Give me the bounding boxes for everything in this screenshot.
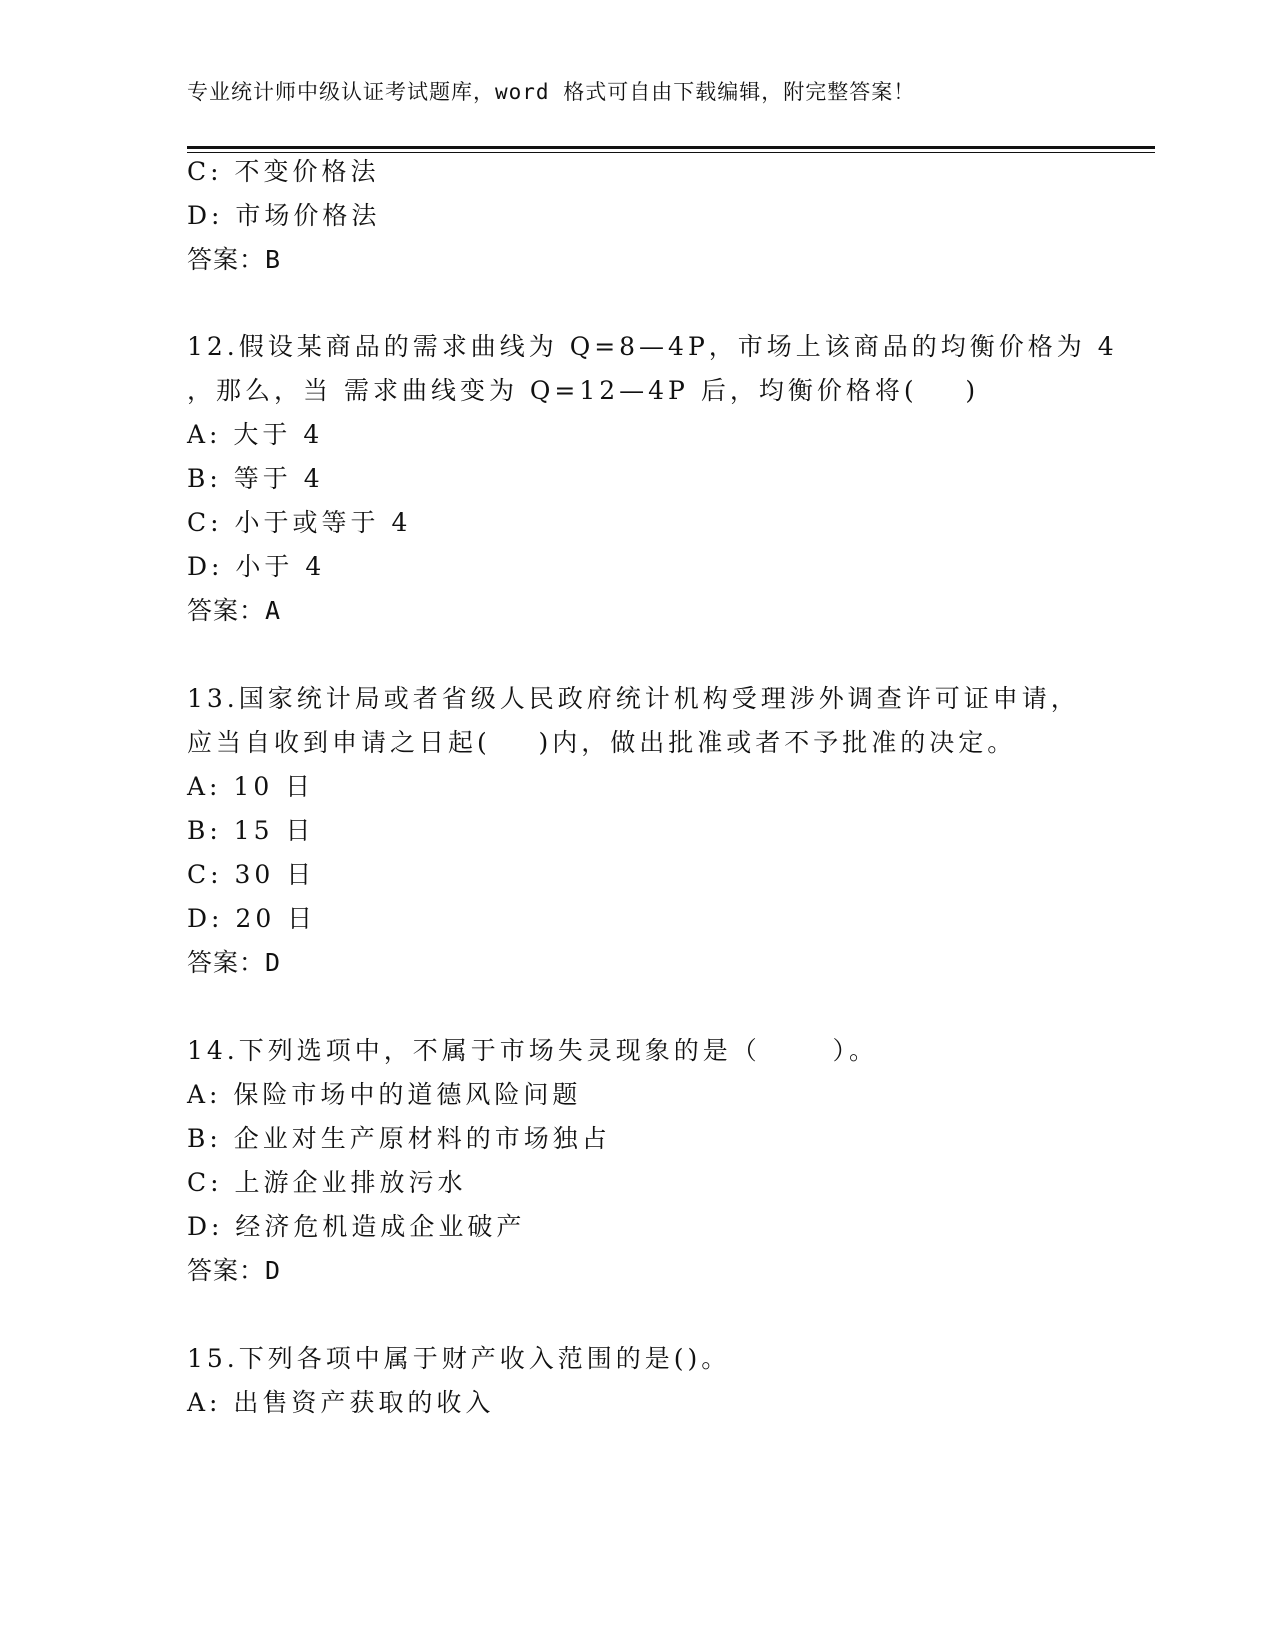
q13-option-c: C: 30 日 bbox=[187, 860, 316, 889]
q13-option-a: A: 10 日 bbox=[187, 772, 315, 801]
q14-stem-line1: 14.下列选项中，不属于市场失灵现象的是（ ）。 bbox=[187, 1036, 878, 1065]
q14-option-b: B: 企业对生产原材料的市场独占 bbox=[187, 1124, 611, 1153]
q12-option-b: B: 等于 4 bbox=[187, 464, 324, 493]
q12-answer: 答案：A bbox=[187, 596, 282, 625]
page-header: 专业统计师中级认证考试题库，word 格式可自由下载编辑，附完整答案！ bbox=[187, 80, 916, 104]
q13-stem-line1: 13.国家统计局或者省级人民政府统计机构受理涉外调查许可证申请， bbox=[187, 684, 1080, 713]
q11-option-c: C: 不变价格法 bbox=[187, 157, 380, 186]
q12-stem-line2: ，那么，当 需求曲线变为 Q=12—4P 后，均衡价格将( ) bbox=[187, 376, 980, 405]
q14-option-c: C: 上游企业排放污水 bbox=[187, 1168, 467, 1197]
q13-stem-line2: 应当自收到申请之日起( )内，做出批准或者不予批准的决定。 bbox=[187, 728, 1017, 757]
q13-option-d: D: 20 日 bbox=[187, 904, 317, 933]
q12-option-a: A: 大于 4 bbox=[187, 420, 324, 449]
q14-option-d: D: 经济危机造成企业破产 bbox=[187, 1212, 526, 1241]
q14-option-a: A: 保险市场中的道德风险问题 bbox=[187, 1080, 582, 1109]
q13-answer: 答案：D bbox=[187, 948, 282, 977]
header-rule-thin bbox=[187, 152, 1155, 153]
q11-option-d: D: 市场价格法 bbox=[187, 201, 381, 230]
q15-option-a: A: 出售资产获取的收入 bbox=[187, 1388, 495, 1417]
q12-stem-line1: 12.假设某商品的需求曲线为 Q=8—4P，市场上该商品的均衡价格为 4 bbox=[187, 332, 1118, 361]
q14-answer: 答案：D bbox=[187, 1256, 282, 1285]
q13-option-b: B: 15 日 bbox=[187, 816, 315, 845]
q12-option-c: C: 小于或等于 4 bbox=[187, 508, 412, 537]
q15-stem-line1: 15.下列各项中属于财产收入范围的是()。 bbox=[187, 1344, 731, 1373]
q11-answer: 答案：B bbox=[187, 245, 282, 274]
header-rule-thick bbox=[187, 146, 1155, 149]
q12-option-d: D: 小于 4 bbox=[187, 552, 326, 581]
